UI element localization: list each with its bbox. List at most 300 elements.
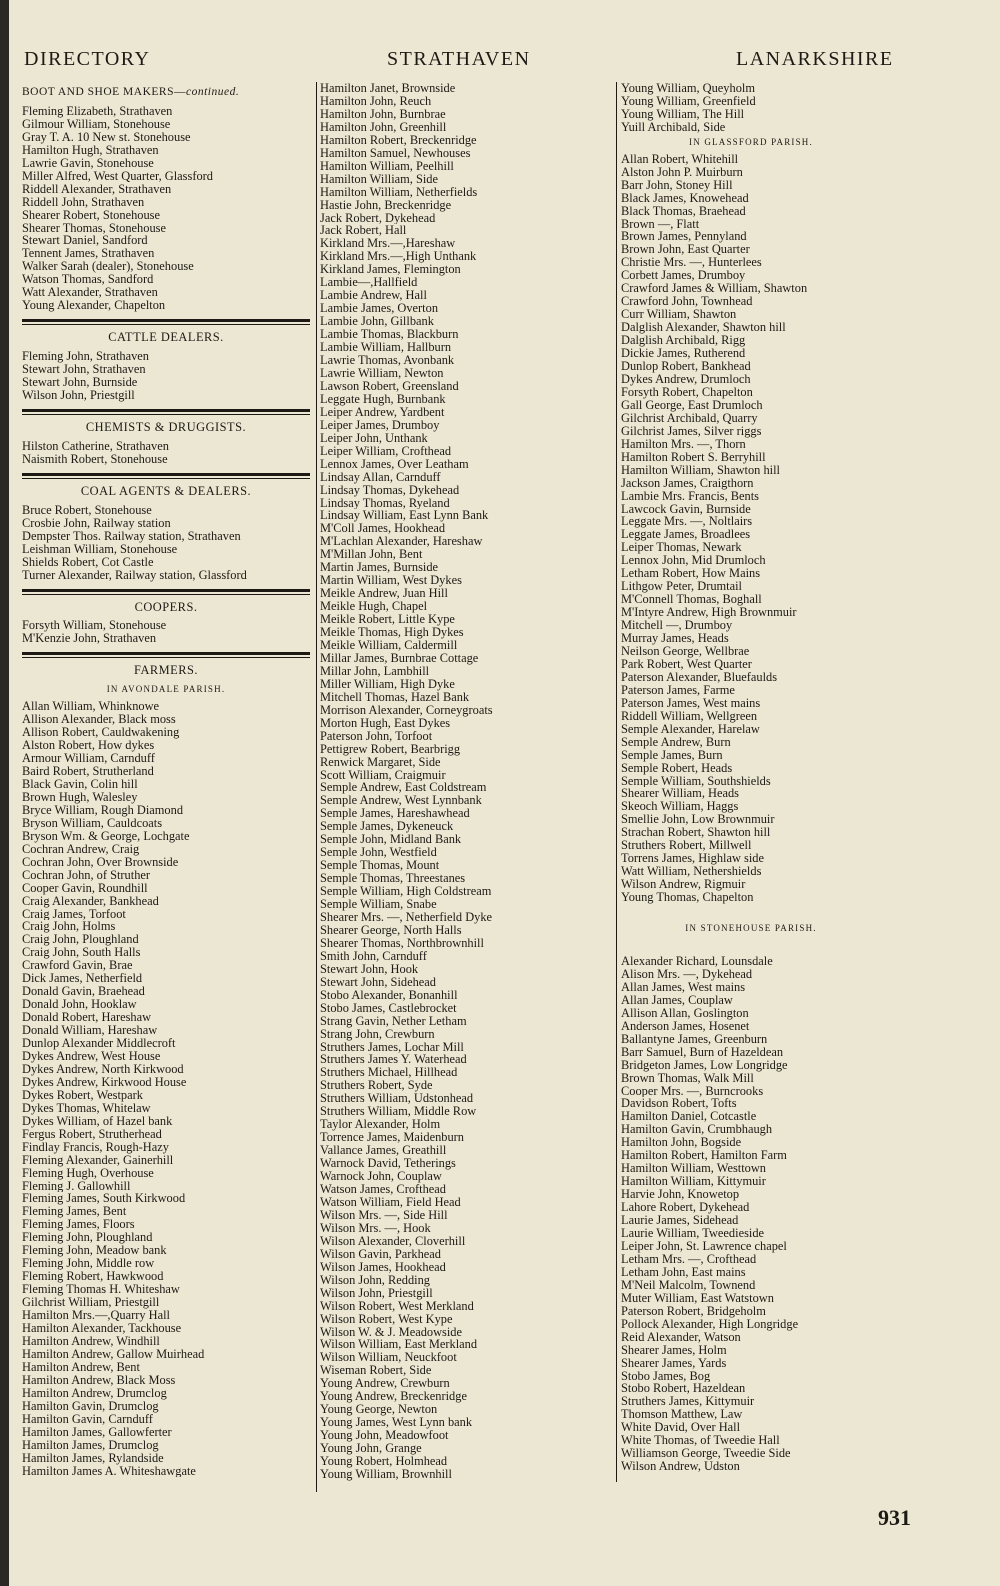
directory-entry: Bryson William, Cauldcoats <box>22 816 163 830</box>
directory-entry: Hamilton Andrew, Black Moss <box>22 1373 176 1387</box>
section-rule <box>22 319 310 325</box>
directory-entry: Smellie John, Low Brownmuir <box>621 813 775 827</box>
directory-entry: Donald Gavin, Braehead <box>22 985 145 999</box>
directory-entry: Gilchrist William, Priestgill <box>22 1296 160 1310</box>
directory-entry: Baird Robert, Strutherland <box>22 765 154 778</box>
directory-entry: Murray James, Heads <box>621 632 729 645</box>
directory-entry: Leishman William, Stonehouse <box>22 542 178 556</box>
directory-entry: Dunlop Alexander Middlecroft <box>22 1037 176 1050</box>
directory-entry: Wilson Andrew, Rigmuir <box>621 878 746 892</box>
directory-entry: Torrens James, Highlaw side <box>621 852 764 866</box>
directory-entry: Shields Robert, Cot Castle <box>22 555 154 569</box>
directory-entry: Hamilton Janet, Brownside <box>320 82 456 95</box>
directory-entry: Riddell John, Strathaven <box>22 195 145 209</box>
directory-entry: Hamilton Samuel, Newhouses <box>320 146 471 160</box>
directory-entry: Reid Alexander, Watson <box>621 1330 741 1344</box>
directory-entry: Fleming John, Meadow bank <box>22 1244 167 1258</box>
directory-entry: Wilson Robert, West Merkland <box>320 1299 474 1313</box>
directory-entry: Crawford Gavin, Brae <box>22 959 133 973</box>
directory-entry: Lawrie Gavin, Stonehouse <box>22 156 154 170</box>
directory-entry: Yuill Archibald, Side <box>621 120 726 134</box>
directory-entry: Paterson Robert, Bridgeholm <box>621 1304 766 1318</box>
directory-entry: Allan James, Couplaw <box>621 993 733 1007</box>
directory-entry: Cochran Andrew, Craig <box>22 842 140 856</box>
directory-entry: White David, Over Hall <box>621 1421 741 1435</box>
section-rule <box>22 473 310 479</box>
directory-entry: Dykes Andrew, West House <box>22 1050 161 1063</box>
directory-entry: Leiper Andrew, Yardbent <box>320 405 445 419</box>
column-divider <box>616 82 617 1482</box>
directory-entry: Mitchell —, Drumboy <box>621 619 733 633</box>
directory-entry: Craig James, Torfoot <box>22 907 126 921</box>
directory-entry: Lambie Mrs. Francis, Bents <box>621 489 759 503</box>
directory-entry: Hamilton Gavin, Carnduff <box>22 1412 153 1426</box>
directory-entry: Semple William, Southshields <box>621 774 771 788</box>
directory-entry: Bryce William, Rough Diamond <box>22 803 184 817</box>
directory-entry: Meikle William, Caldermill <box>320 638 458 652</box>
section-heading-continued: continued. <box>185 86 240 98</box>
directory-entry: Wilson Alexander, Cloverhill <box>320 1234 466 1248</box>
directory-entry: Miller William, High Dyke <box>320 677 455 691</box>
directory-entry: Lennox John, Mid Drumloch <box>621 554 766 568</box>
directory-entry: Hamilton Robert S. Berryhill <box>621 450 766 464</box>
directory-entry: Renwick Margaret, Side <box>320 755 441 769</box>
directory-entry: Warnock David, Tetherings <box>320 1157 456 1171</box>
directory-entry: Wilson John, Redding <box>320 1273 430 1287</box>
directory-entry: Hamilton Mrs. —, Thorn <box>621 437 746 451</box>
directory-entry: Wilson Mrs. —, Side Hill <box>320 1208 448 1222</box>
directory-entry: Hamilton John, Burnbrae <box>320 107 446 121</box>
directory-entry: Shearer James, Yards <box>621 1356 727 1370</box>
directory-entry: Stobo Robert, Hazeldean <box>621 1382 746 1396</box>
directory-entry: Dykes William, of Hazel bank <box>22 1114 173 1128</box>
directory-entry: Shearer Thomas, Northbrownhill <box>320 936 484 950</box>
parish-subheading: IN AVONDALE PARISH. <box>106 684 226 695</box>
directory-entry: Pettigrew Robert, Bearbrigg <box>320 742 461 756</box>
directory-entry: Stobo James, Castlebrocket <box>320 1001 457 1015</box>
directory-entry: Jack Robert, Hall <box>320 224 407 238</box>
directory-entry: Dykes Andrew, Kirkwood House <box>22 1075 187 1089</box>
directory-entry: Letham Robert, How Mains <box>621 567 761 581</box>
directory-entry: Harvie John, Knowetop <box>621 1188 740 1202</box>
directory-entry: Crawford James & William, Shawton <box>621 282 808 296</box>
directory-entry: Hamilton William, Peelhill <box>320 159 454 173</box>
directory-entry: Allan William, Whinknowe <box>22 700 160 714</box>
directory-entry: Fleming James, Floors <box>22 1218 135 1232</box>
directory-entry: Watson William, Field Head <box>320 1195 461 1209</box>
directory-entry: Stobo James, Bog <box>621 1369 711 1383</box>
directory-entry: Hamilton Daniel, Cotcastle <box>621 1110 757 1124</box>
directory-entry: Riddell Alexander, Strathaven <box>22 182 172 196</box>
directory-entry: Stewart John, Burnside <box>22 376 138 390</box>
directory-entry: Young William, The Hill <box>621 107 745 121</box>
directory-entry: Semple John, Midland Bank <box>320 833 462 847</box>
directory-entry: Leggate Mrs. —, Noltlairs <box>621 515 753 529</box>
directory-entry: Christie Mrs. —, Hunterlees <box>621 256 762 270</box>
directory-entry: Brown Hugh, Walesley <box>22 790 138 804</box>
directory-entry: Jackson James, Craigthorn <box>621 476 754 490</box>
directory-entry: Wilson Mrs. —, Hook <box>320 1221 431 1235</box>
directory-entry: Wiseman Robert, Side <box>320 1364 432 1378</box>
directory-entry: Young John, Meadowfoot <box>320 1429 449 1443</box>
directory-entry: Allison Robert, Cauldwakening <box>22 726 180 740</box>
directory-entry: Curr William, Shawton <box>621 308 737 322</box>
spacer <box>621 904 881 920</box>
directory-entry: Lawrie William, Newton <box>320 366 444 380</box>
directory-entry: Gilchrist Archibald, Quarry <box>621 411 758 425</box>
directory-entry: Lindsay William, East Lynn Bank <box>320 509 489 523</box>
directory-entry: Young Alexander, Chapelton <box>22 299 166 313</box>
directory-entry: Wilson Robert, West Kype <box>320 1312 453 1326</box>
directory-entry: Barr Samuel, Burn of Hazeldean <box>621 1045 784 1059</box>
directory-entry: Hamilton Robert, Breckenridge <box>320 133 477 147</box>
directory-entry: Fleming Elizabeth, Strathaven <box>22 104 173 118</box>
column-divider <box>316 82 317 1492</box>
directory-entry: Warnock John, Couplaw <box>320 1170 442 1184</box>
directory-entry: Naismith Robert, Stonehouse <box>22 452 168 466</box>
directory-entry: Leiper John, St. Lawrence chapel <box>621 1239 787 1253</box>
directory-entry: Fleming John, Middle row <box>22 1257 155 1271</box>
directory-entry: Young William, Queyholm <box>621 82 755 95</box>
directory-entry: Fleming John, Ploughland <box>22 1231 153 1245</box>
directory-entry: Hamilton James, Drumclog <box>22 1438 159 1452</box>
directory-entry: Ballantyne James, Greenburn <box>621 1032 768 1046</box>
directory-entry: M'Kenzie John, Strathaven <box>22 632 157 646</box>
directory-entry: Alexander Richard, Lounsdale <box>621 955 773 968</box>
section-heading <box>22 86 310 99</box>
directory-entry: Armour William, Carnduff <box>22 752 155 766</box>
directory-entry: Shearer Thomas, Stonehouse <box>22 221 166 235</box>
directory-entry: Taylor Alexander, Holm <box>320 1118 441 1132</box>
directory-entry: Donald William, Hareshaw <box>22 1024 158 1038</box>
directory-entry: Bruce Robert, Stonehouse <box>22 503 152 517</box>
section-heading: CATTLE DEALERS. <box>108 330 224 345</box>
directory-entry: Tennent James, Strathaven <box>22 247 155 261</box>
directory-entry: Kirkland Mrs.—,High Unthank <box>320 250 477 264</box>
directory-entry: Stewart John, Sidehead <box>320 975 436 989</box>
directory-entry: Alison Mrs. —, Dykehead <box>621 967 753 981</box>
directory-entry: Leiper Thomas, Newark <box>621 541 742 555</box>
directory-entry: Young James, West Lynn bank <box>320 1416 473 1430</box>
directory-entry: Young Thomas, Chapelton <box>621 891 754 905</box>
directory-entry: Letham Mrs. —, Crofthead <box>621 1252 757 1266</box>
directory-entry: Lambie Andrew, Hall <box>320 289 427 303</box>
directory-entry: Laurie William, Tweedieside <box>621 1227 765 1240</box>
directory-entry: Watt Alexander, Strathaven <box>22 286 158 300</box>
directory-entry: Kirkland James, Flemington <box>320 263 461 277</box>
directory-entry: Fleming James, South Kirkwood <box>22 1192 186 1206</box>
directory-entry: Martin William, West Dykes <box>320 574 462 588</box>
directory-entry: Donald Robert, Hareshaw <box>22 1011 152 1025</box>
directory-entry: Leiper William, Crofthead <box>320 444 452 458</box>
directory-entry: Struthers James Y. Waterhead <box>320 1053 467 1067</box>
directory-entry: Millar James, Burnbrae Cottage <box>320 651 479 665</box>
directory-entry: Black James, Knowehead <box>621 191 749 205</box>
directory-entry: Paterson James, Farme <box>621 683 735 697</box>
directory-entry: Crawford John, Townhead <box>621 295 753 309</box>
directory-entry: Bryson Wm. & George, Lochgate <box>22 829 190 843</box>
directory-entry: Lawson Robert, Greensland <box>320 379 459 393</box>
section-heading: CHEMISTS & DRUGGISTS. <box>85 419 247 434</box>
directory-entry: Watson Thomas, Sandford <box>22 273 154 287</box>
directory-entry: Wilson Gavin, Parkhead <box>320 1247 441 1261</box>
directory-entry: Dykes Andrew, Drumloch <box>621 372 751 386</box>
directory-entry: Dykes Thomas, Whitelaw <box>22 1101 151 1115</box>
directory-entry: Brown —, Flatt <box>621 217 700 231</box>
directory-entry: Hamilton Robert, Hamilton Farm <box>621 1149 787 1163</box>
directory-entry: Hamilton Hugh, Strathaven <box>22 143 159 157</box>
column-1 <box>22 82 310 1477</box>
parish-subheading: IN GLASSFORD PARISH. <box>689 136 813 147</box>
section-heading: COOPERS. <box>134 599 198 614</box>
directory-entry: Hamilton William, Shawton hill <box>621 463 780 477</box>
directory-entry: Fleming Alexander, Gainerhill <box>22 1153 174 1167</box>
directory-entry: Dunlop Robert, Bankhead <box>621 360 751 373</box>
directory-entry: Vallance James, Greathill <box>320 1144 447 1158</box>
header-right: LANARKSHIRE <box>736 48 894 70</box>
directory-entry: Meikle Andrew, Juan Hill <box>320 587 448 601</box>
directory-entry: Hilston Catherine, Strathaven <box>22 439 169 453</box>
directory-entry: Struthers William, Udstonhead <box>320 1092 474 1106</box>
directory-entry: Hamilton Gavin, Crumbhaugh <box>621 1123 773 1137</box>
directory-entry: Hamilton William, Netherfields <box>320 185 478 199</box>
directory-entry: Jack Robert, Dykehead <box>320 211 436 225</box>
directory-entry: Pollock Alexander, High Longridge <box>621 1317 799 1331</box>
directory-entry: Miller Alfred, West Quarter, Glassford <box>22 169 213 183</box>
directory-entry: Skeoch William, Haggs <box>621 800 739 814</box>
directory-entry: Semple James, Hareshawhead <box>320 807 470 821</box>
directory-entry: Cooper Mrs. —, Burncrooks <box>621 1084 764 1098</box>
directory-entry: Dalglish Alexander, Shawton hill <box>621 321 786 335</box>
directory-entry: Strachan Robert, Shawton hill <box>621 826 771 840</box>
directory-entry: Park Robert, West Quarter <box>621 657 752 671</box>
directory-entry: Watt William, Nethershields <box>621 865 762 879</box>
directory-entry: Fleming John, Strathaven <box>22 350 149 364</box>
directory-entry: Semple James, Burn <box>621 748 723 762</box>
binding-margin <box>0 0 9 1586</box>
directory-entry: Barr John, Stoney Hill <box>621 178 733 192</box>
directory-entry: Hamilton Andrew, Drumclog <box>22 1386 167 1400</box>
directory-entry: Morton Hugh, East Dykes <box>320 716 451 730</box>
directory-entry: Allison Alexander, Black moss <box>22 713 176 727</box>
directory-entry: Dempster Thos. Railway station, Strathaven <box>22 529 241 543</box>
page-number: 931 <box>878 1505 911 1530</box>
directory-entry: Young John, Grange <box>320 1442 422 1456</box>
directory-entry: Dykes Andrew, North Kirkwood <box>22 1062 184 1076</box>
header-center: STRATHAVEN <box>387 48 531 70</box>
directory-entry: Hamilton William, Westtown <box>621 1162 767 1176</box>
directory-entry: Dickie James, Rutherend <box>621 347 746 361</box>
directory-entry: Laurie James, Sidehead <box>621 1214 739 1228</box>
section-rule <box>22 652 310 658</box>
directory-entry: Strang Gavin, Nether Letham <box>320 1014 467 1028</box>
directory-entry: Hamilton John, Reuch <box>320 94 432 108</box>
directory-entry: Hamilton Andrew, Bent <box>22 1360 140 1374</box>
directory-entry: Hamilton Andrew, Gallow Muirhead <box>22 1347 205 1361</box>
directory-entry: Lambie John, Gillbank <box>320 315 434 329</box>
directory-entry: Davidson Robert, Tofts <box>621 1097 737 1111</box>
directory-entry: Thomson Matthew, Law <box>621 1408 743 1422</box>
directory-entry: Donald John, Hooklaw <box>22 998 137 1012</box>
directory-entry: Cochran John, Over Brownside <box>22 855 179 869</box>
directory-entry: Craig Alexander, Bankhead <box>22 894 159 908</box>
directory-entry: Shearer William, Heads <box>621 787 739 801</box>
directory-entry: Leiper James, Drumboy <box>320 418 440 432</box>
directory-entry: Gall George, East Drumloch <box>621 398 763 412</box>
section-heading: COAL AGENTS & DEALERS. <box>80 483 252 498</box>
directory-entry: Wilson William, East Merkland <box>320 1338 478 1352</box>
directory-entry: M'Neil Malcolm, Townend <box>621 1278 756 1292</box>
directory-entry: Hamilton James, Rylandside <box>22 1451 164 1465</box>
directory-entry: M'Connell Thomas, Boghall <box>621 593 762 607</box>
directory-entry: Strang John, Crewburn <box>320 1027 435 1041</box>
directory-entry: Kirkland Mrs.—,Hareshaw <box>320 237 456 251</box>
directory-entry: Struthers William, Middle Row <box>320 1105 477 1119</box>
directory-entry: Young George, Newton <box>320 1403 438 1417</box>
directory-entry: Turner Alexander, Railway station, Glassford <box>22 568 247 582</box>
directory-entry: Young Robert, Holmhead <box>320 1455 448 1468</box>
directory-entry: Smith John, Carnduff <box>320 949 427 963</box>
directory-entry: Hamilton William, Side <box>320 172 439 186</box>
directory-entry: Semple John, Westfield <box>320 846 437 860</box>
directory-entry: Hamilton James, Gallowferter <box>22 1425 172 1439</box>
directory-entry: Young Andrew, Breckenridge <box>320 1390 467 1404</box>
directory-entry: Young Andrew, Crewburn <box>320 1377 450 1391</box>
directory-entry: Forsyth William, Stonehouse <box>22 619 167 633</box>
directory-entry: Lindsay Thomas, Ryeland <box>320 496 450 510</box>
directory-entry: Muter William, East Watstown <box>621 1291 774 1305</box>
directory-entry: Fleming J. Gallowhill <box>22 1179 131 1193</box>
directory-entry: Lindsay Allan, Carnduff <box>320 470 441 484</box>
section-rule <box>22 409 310 415</box>
directory-entry: Craig John, Holms <box>22 920 116 934</box>
directory-entry: Mitchell Thomas, Hazel Bank <box>320 690 470 704</box>
directory-entry: Semple William, Snabe <box>320 898 437 911</box>
directory-entry: Black Gavin, Colin hill <box>22 777 138 791</box>
directory-entry: Alston Robert, How dykes <box>22 739 155 753</box>
directory-entry: Shearer James, Holm <box>621 1343 727 1357</box>
directory-entry: Fleming James, Bent <box>22 1205 127 1219</box>
directory-entry: Cochran John, of Struther <box>22 868 151 882</box>
directory-entry: Letham John, East mains <box>621 1265 746 1279</box>
directory-entry: Wilson William, Neuckfoot <box>320 1351 457 1365</box>
directory-entry: Wilson James, Hookhead <box>320 1260 446 1274</box>
directory-entry: Bridgeton James, Low Longridge <box>621 1058 788 1072</box>
directory-entry: Semple Robert, Heads <box>621 761 733 775</box>
directory-entry: Stewart John, Hook <box>320 962 419 976</box>
header-left: DIRECTORY <box>24 48 151 70</box>
directory-entry: Lambie James, Overton <box>320 302 439 316</box>
directory-entry: Hamilton John, Greenhill <box>320 120 447 134</box>
directory-entry: Leiper John, Unthank <box>320 431 428 445</box>
directory-entry: Hamilton James A. Whiteshawgate <box>22 1464 196 1478</box>
directory-entry: Meikle Thomas, High Dykes <box>320 626 464 639</box>
directory-entry: Hamilton Gavin, Drumclog <box>22 1399 159 1413</box>
directory-entry: Allison Allan, Goslington <box>621 1006 749 1020</box>
directory-entry: Paterson John, Torfoot <box>320 729 433 743</box>
directory-entry: Fleming Robert, Hawkwood <box>22 1270 164 1284</box>
directory-entry: Paterson James, West mains <box>621 696 761 710</box>
directory-entry: Fergus Robert, Strutherhead <box>22 1127 162 1141</box>
directory-entry: Martin James, Burnside <box>320 561 439 575</box>
directory-entry: M'Lachlan Alexander, Hareshaw <box>320 535 483 549</box>
directory-entry: Scott William, Craigmuir <box>320 768 446 782</box>
directory-entry: Leggate Hugh, Burnbank <box>320 392 446 406</box>
directory-entry: Corbett James, Drumboy <box>621 269 746 283</box>
directory-entry: Lambie William, Hallburn <box>320 341 452 355</box>
section-rule <box>22 589 310 595</box>
directory-entry: Gilchrist James, Silver riggs <box>621 424 762 438</box>
directory-entry: Stewart Daniel, Sandford <box>22 234 148 248</box>
directory-entry: Paterson Alexander, Bluefaulds <box>621 670 778 684</box>
directory-entry: M'Millan John, Bent <box>320 548 423 562</box>
directory-entry: Hamilton Alexander, Tackhouse <box>22 1322 182 1335</box>
directory-entry: Gilmour William, Stonehouse <box>22 117 171 131</box>
spacer <box>621 939 881 955</box>
directory-entry: Brown John, East Quarter <box>621 243 750 257</box>
directory-entry: Struthers Michael, Hillhead <box>320 1066 458 1080</box>
directory-entry: Leggate James, Broadlees <box>621 528 751 542</box>
section-heading: FARMERS. <box>133 663 199 678</box>
directory-entry: Dick James, Netherfield <box>22 972 143 986</box>
directory-entry: Semple William, High Coldstream <box>320 885 492 899</box>
directory-entry: Lawcock Gavin, Burnside <box>621 502 751 516</box>
directory-entry: Black Thomas, Braehead <box>621 204 746 218</box>
directory-entry: Millar John, Lambhill <box>320 664 430 678</box>
directory-entry: M'Intyre Andrew, High Brownmuir <box>621 606 797 620</box>
directory-entry: Semple Thomas, Threestanes <box>320 872 466 886</box>
directory-entry: Meikle Hugh, Chapel <box>320 600 428 614</box>
directory-entry: Craig John, South Halls <box>22 946 141 960</box>
directory-entry: Meikle Robert, Little Kype <box>320 613 455 627</box>
directory-entry: Anderson James, Hosenet <box>621 1019 750 1033</box>
directory-entry: Shearer Mrs. —, Netherfield Dyke <box>320 911 493 924</box>
directory-entry: Struthers Robert, Millwell <box>621 839 752 853</box>
directory-entry: Hamilton Mrs.—,Quarry Hall <box>22 1309 170 1323</box>
directory-entry: Wilson John, Priestgill <box>320 1286 433 1300</box>
directory-entry: Gray T. A. 10 New st. Stonehouse <box>22 130 191 144</box>
directory-entry: Semple Andrew, Burn <box>621 735 731 749</box>
directory-entry: Riddell William, Wellgreen <box>621 709 758 723</box>
directory-entry: Lahore Robert, Dykehead <box>621 1201 750 1215</box>
directory-entry: Morrison Alexander, Corneygroats <box>320 703 493 717</box>
directory-entry: Shearer George, North Halls <box>320 923 462 937</box>
directory-entry: Wilson John, Priestgill <box>22 389 135 402</box>
directory-entry: Watson James, Crofthead <box>320 1183 446 1196</box>
directory-entry: Lambie Thomas, Blackburn <box>320 328 459 342</box>
directory-entry: Hamilton William, Kittymuir <box>621 1175 766 1189</box>
directory-entry: Stewart John, Strathaven <box>22 363 146 377</box>
directory-entry: Fleming Hugh, Overhouse <box>22 1166 154 1180</box>
directory-entry: Hastie John, Breckenridge <box>320 198 452 212</box>
directory-entry: Young William, Greenfield <box>621 94 756 108</box>
column-3 <box>621 82 881 1473</box>
directory-entry: Fleming Thomas H. Whiteshaw <box>22 1283 180 1297</box>
directory-entry: Hamilton John, Bogside <box>621 1136 742 1150</box>
directory-entry: Lawrie Thomas, Avonbank <box>320 354 455 367</box>
directory-entry: Lambie—,Hallfield <box>320 276 418 290</box>
directory-entry: Dalglish Archibald, Rigg <box>621 334 746 348</box>
directory-entry: Dykes Robert, Westpark <box>22 1088 143 1102</box>
directory-entry: Stobo Alexander, Bonanhill <box>320 988 458 1002</box>
directory-entry: M'Coll James, Hookhead <box>320 522 446 536</box>
directory-entry: Semple James, Dykeneuck <box>320 820 454 834</box>
directory-entry: Shearer Robert, Stonehouse <box>22 208 160 222</box>
directory-entry: Neilson George, Wellbrae <box>621 644 750 658</box>
directory-entry: Walker Sarah (dealer), Stonehouse <box>22 260 194 274</box>
directory-entry: Wilson Andrew, Udston <box>621 1460 740 1474</box>
directory-entry: Lithgow Peter, Drumtail <box>621 580 742 594</box>
